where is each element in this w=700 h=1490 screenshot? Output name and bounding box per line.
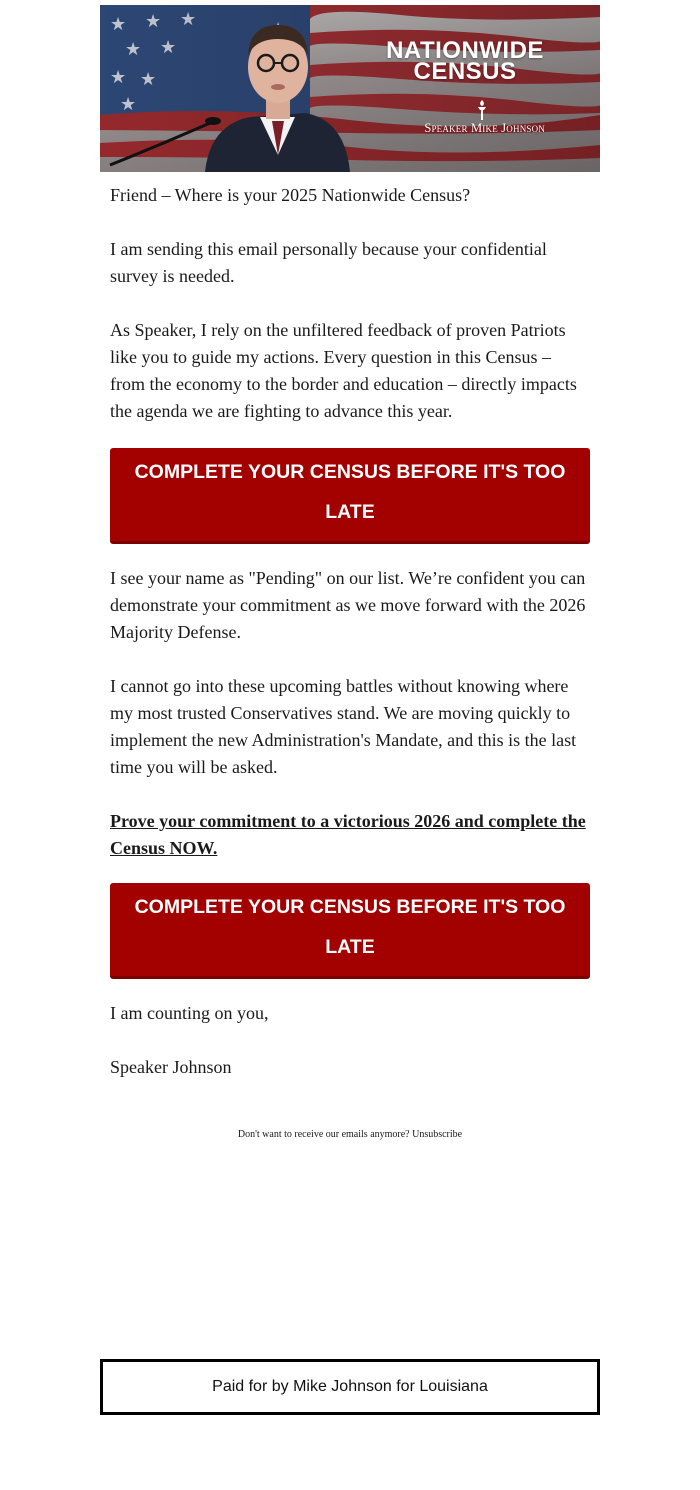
email-body [100,182,600,1140]
paragraph-3: I see your name as "Pending" on our list. We’re confident you can demonstrate your commitment as we move forward with the 2026 Majority Defense. [110,568,586,642]
closing-line: I am counting on you, [110,1003,269,1023]
banner-title: NATIONWIDE CENSUS [386,37,544,85]
banner-signature: Speaker Mike Johnson [424,121,545,135]
commitment-link-paragraph [110,808,590,862]
torch-icon [474,99,490,121]
unsubscribe-link[interactable]: Don't want to receive our emails anymore? Unsubscribe [237,1129,463,1140]
email-container [100,5,600,1140]
paid-for-disclaimer: Paid for by Mike Johnson for Louisiana [100,1359,600,1415]
banner-flag-image [100,5,600,172]
unsubscribe-note [110,1129,590,1140]
complete-census-button-2[interactable]: COMPLETE YOUR CENSUS BEFORE IT'S TOO LATE [110,883,590,979]
greeting: Friend – Where is your 2025 Nationwide Census? [110,185,471,205]
commitment-link[interactable]: Prove your commitment to a victorious 2026 and complete the Census NOW. [110,811,586,858]
paragraph-1: I am sending this email personally because your confidential survey is needed. [110,239,547,286]
paragraph-4: I cannot go into these upcoming battles without knowing where my most trusted Conservatives stand. We are moving quickly to implement the new Administration's Mandate, and this is the last time you will be asked. [110,676,577,777]
paragraph-2: As Speaker, I rely on the unfiltered feedback of proven Patriots like you to guide my actions. Every question in this Census – from the economy to the border and education – directly impacts the agenda we are fighting to advance this year. [110,320,577,421]
signature: Speaker Johnson [110,1057,232,1077]
complete-census-button-1[interactable]: COMPLETE YOUR CENSUS BEFORE IT'S TOO LATE [110,448,590,544]
header-banner [100,5,600,172]
